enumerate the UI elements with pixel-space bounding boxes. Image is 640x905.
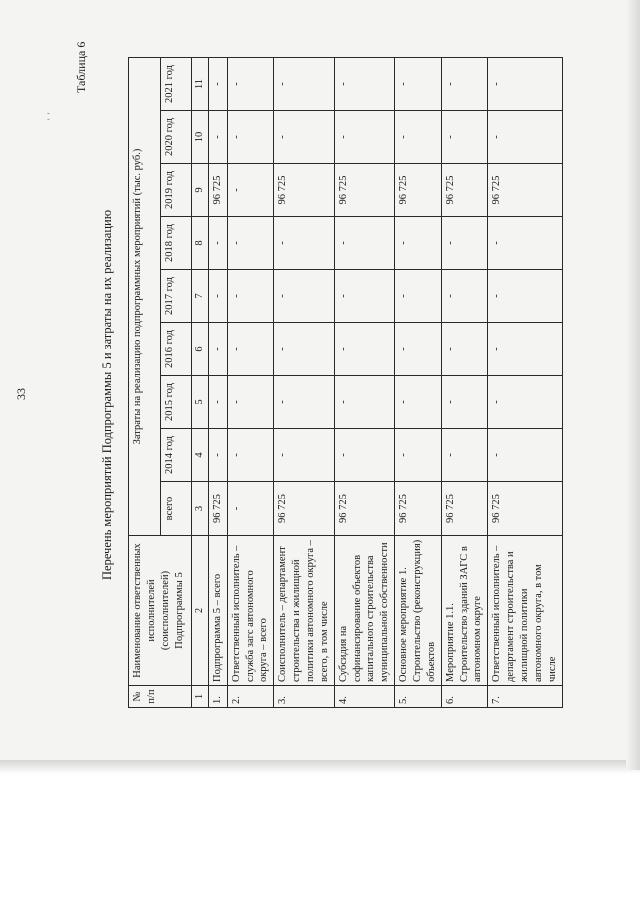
column-number: 1 xyxy=(192,686,209,708)
row-name: Субсидия на софинансирование объектов капитального строительства муниципальной собственности xyxy=(334,536,394,686)
cell-year-value: - xyxy=(395,323,442,376)
cell-year-value: - xyxy=(334,58,394,111)
cell-year-value: - xyxy=(441,323,488,376)
table-row xyxy=(274,58,334,708)
header-year: 2019 год xyxy=(160,164,192,217)
cell-year-value: - xyxy=(334,323,394,376)
cell-year-value: - xyxy=(208,111,227,164)
row-number: 1. xyxy=(208,686,227,708)
column-number: 11 xyxy=(192,58,209,111)
cell-year-value: - xyxy=(227,270,274,323)
cell-year-value: - xyxy=(274,376,334,429)
column-numbers-row xyxy=(192,58,209,708)
cell-year-value: - xyxy=(334,217,394,270)
margin-marks: ' ' xyxy=(46,111,56,120)
cell-year-value: - xyxy=(274,429,334,482)
cell-year-value: - xyxy=(274,111,334,164)
column-number: 6 xyxy=(192,323,209,376)
cell-year-value: 96 725 xyxy=(488,164,562,217)
table-row xyxy=(227,58,274,708)
cell-year-value: - xyxy=(208,217,227,270)
row-number: 4. xyxy=(334,686,394,708)
row-name: Ответственный исполнитель – департамент строительства и жилищной политики автономного округа, в том числе xyxy=(488,536,562,686)
cell-year-value: - xyxy=(395,58,442,111)
column-number: 3 xyxy=(192,482,209,536)
cell-total: 96 725 xyxy=(334,482,394,536)
header-year: 2017 год xyxy=(160,270,192,323)
cell-year-value: - xyxy=(274,58,334,111)
table-row xyxy=(208,58,227,708)
cell-year-value: - xyxy=(488,323,562,376)
cell-year-value: - xyxy=(395,217,442,270)
table-row xyxy=(441,58,488,708)
cell-year-value: 96 725 xyxy=(208,164,227,217)
cell-total: 96 725 xyxy=(208,482,227,536)
cell-year-value: - xyxy=(208,58,227,111)
document-title: Перечень мероприятий Подпрограммы 5 и затраты на их реализацию xyxy=(100,209,114,580)
cell-year-value: - xyxy=(227,58,274,111)
cell-year-value: - xyxy=(334,376,394,429)
table-row xyxy=(488,58,562,708)
cell-year-value: - xyxy=(274,217,334,270)
cell-year-value: - xyxy=(208,270,227,323)
cell-year-value: - xyxy=(488,111,562,164)
cell-year-value: - xyxy=(227,429,274,482)
row-name: Основное мероприятие 1. Строительство (реконструкция) объектов xyxy=(395,536,442,686)
cell-year-value: - xyxy=(227,376,274,429)
cell-year-value: - xyxy=(441,429,488,482)
header-year: 2018 год xyxy=(160,217,192,270)
cell-year-value: - xyxy=(227,217,274,270)
cell-year-value: - xyxy=(334,270,394,323)
row-name: Соисполнитель – департамент строительства и жилищной политики автономного округа – всего, в том числе xyxy=(274,536,334,686)
cell-year-value: - xyxy=(488,217,562,270)
row-name: Подпрограмма 5 – всего xyxy=(208,536,227,686)
table-body xyxy=(129,58,563,708)
page-number: 33 xyxy=(14,388,28,400)
cell-year-value: - xyxy=(441,111,488,164)
cell-total: 96 725 xyxy=(395,482,442,536)
row-number: 2. xyxy=(227,686,274,708)
cell-year-value: - xyxy=(441,58,488,111)
cell-total: 96 725 xyxy=(274,482,334,536)
cell-year-value: - xyxy=(488,376,562,429)
costs-table xyxy=(128,57,563,708)
cell-total: 96 725 xyxy=(488,482,562,536)
cell-year-value: - xyxy=(488,58,562,111)
cell-total: 96 725 xyxy=(441,482,488,536)
cell-year-value: - xyxy=(395,111,442,164)
table-row xyxy=(334,58,394,708)
table-label: Таблица 6 xyxy=(74,41,88,93)
header-name: Наименование ответственных исполнителей (соисполнителей) Подпрограммы 5 xyxy=(129,536,192,686)
cell-year-value: - xyxy=(441,270,488,323)
cell-year-value: - xyxy=(334,111,394,164)
cell-year-value: - xyxy=(395,270,442,323)
cell-year-value: - xyxy=(441,376,488,429)
header-year: 2020 год xyxy=(160,111,192,164)
cell-year-value: - xyxy=(208,323,227,376)
cell-year-value: 96 725 xyxy=(441,164,488,217)
cell-year-value: - xyxy=(395,429,442,482)
cell-year-value: 96 725 xyxy=(274,164,334,217)
header-total: всего xyxy=(160,482,192,536)
cell-year-value: - xyxy=(274,323,334,376)
row-name: Мероприятие 1.1. Строительство зданий ЗАГС в автономном округе xyxy=(441,536,488,686)
cell-year-value: 96 725 xyxy=(395,164,442,217)
cell-year-value: - xyxy=(488,429,562,482)
column-number: 5 xyxy=(192,376,209,429)
cell-year-value: 96 725 xyxy=(334,164,394,217)
row-number: 5. xyxy=(395,686,442,708)
header-year: 2021 год xyxy=(160,58,192,111)
cell-year-value: - xyxy=(274,270,334,323)
table-row xyxy=(395,58,442,708)
cell-year-value: - xyxy=(488,270,562,323)
header-year: 2016 год xyxy=(160,323,192,376)
cell-year-value: - xyxy=(208,376,227,429)
cell-total: - xyxy=(227,482,274,536)
header-year: 2015 год xyxy=(160,376,192,429)
row-number: 3. xyxy=(274,686,334,708)
cell-year-value: - xyxy=(395,376,442,429)
header-row xyxy=(129,58,161,708)
cell-year-value: - xyxy=(227,323,274,376)
cell-year-value: - xyxy=(227,164,274,217)
column-number: 10 xyxy=(192,111,209,164)
cell-year-value: - xyxy=(441,217,488,270)
header-num: № п/п xyxy=(129,686,192,708)
cell-year-value: - xyxy=(227,111,274,164)
column-number: 9 xyxy=(192,164,209,217)
column-number: 4 xyxy=(192,429,209,482)
column-number: 7 xyxy=(192,270,209,323)
header-year: 2014 год xyxy=(160,429,192,482)
row-number: 6. xyxy=(441,686,488,708)
header-costs: Затраты на реализацию подпрограммных мероприятий (тыс. руб.) xyxy=(129,58,161,536)
cell-year-value: - xyxy=(334,429,394,482)
column-number: 2 xyxy=(192,536,209,686)
row-number: 7. xyxy=(488,686,562,708)
column-number: 8 xyxy=(192,217,209,270)
cell-year-value: - xyxy=(208,429,227,482)
row-name: Ответственный исполнитель – служба загс автономного округа – всего xyxy=(227,536,274,686)
